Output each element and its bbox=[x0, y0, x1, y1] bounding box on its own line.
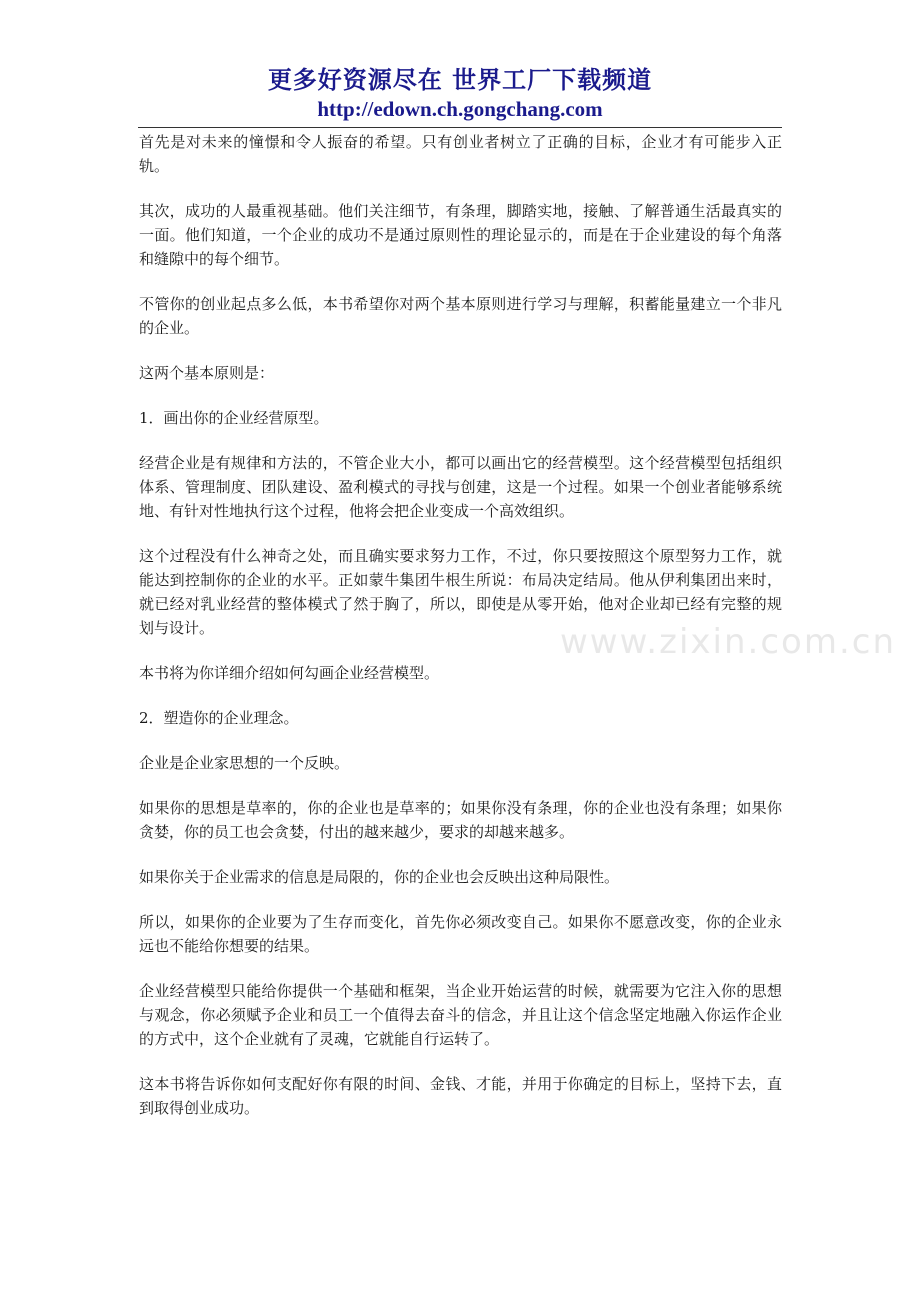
paragraph: 所以，如果你的企业要为了生存而变化，首先你必须改变自己。如果你不愿意改变，你的企业永远也不能给你想要的结果。 bbox=[139, 913, 782, 955]
paragraph: 企业经营模型只能给你提供一个基础和框架，当企业开始运营的时候，就需要为它注入你的思想与观念，你必须赋予企业和员工一个值得去奋斗的信念，并且让这个信念坚定地融入你运作企业的方式中，这个企业就有了灵魂，它就能自行运转了。 bbox=[139, 982, 782, 1048]
paragraph: 企业是企业家思想的一个反映。 bbox=[139, 754, 350, 772]
paragraph: 本书将为你详细介绍如何勾画企业经营模型。 bbox=[139, 664, 440, 682]
header-url-link[interactable]: http://edown.ch.gongchang.com bbox=[317, 97, 603, 121]
paragraph: 如果你关于企业需求的信息是局限的，你的企业也会反映出这种局限性。 bbox=[139, 868, 620, 886]
paragraph: 这个过程没有什么神奇之处，而且确实要求努力工作，不过，你只要按照这个原型努力工作，就能达到控制你的企业的水平。正如蒙牛集团牛根生所说：布局决定结局。他从伊利集团出来时，就已经对乳业经营的整体模式了然于胸了，所以，即使是从零开始，他对企业却已经有完整的规划与设计。 bbox=[139, 547, 782, 637]
paragraph: 经营企业是有规律和方法的，不管企业大小，都可以画出它的经营模型。这个经营模型包括组织体系、管理制度、团队建设、盈利模式的寻找与创建，这是一个过程。如果一个创业者能够系统地、有针对性地执行这个过程，他将会把企业变成一个高效组织。 bbox=[139, 454, 782, 520]
page-header bbox=[138, 64, 782, 122]
section-heading-1: 1．画出你的企业经营原型。 bbox=[139, 409, 329, 427]
paragraph: 如果你的思想是草率的，你的企业也是草率的；如果你没有条理，你的企业也没有条理；如果你贪婪，你的员工也会贪婪，付出的越来越少，要求的却越来越多。 bbox=[139, 799, 782, 841]
paragraph: 不管你的创业起点多么低，本书希望你对两个基本原则进行学习与理解，积蓄能量建立一个非凡的企业。 bbox=[139, 295, 782, 337]
section-heading-2: 2．塑造你的企业理念。 bbox=[139, 709, 299, 727]
paragraph: 这两个基本原则是： bbox=[139, 364, 275, 382]
paragraph: 首先是对未来的憧憬和令人振奋的希望。只有创业者树立了正确的目标，企业才有可能步入正轨。 bbox=[139, 133, 782, 175]
paragraph: 其次，成功的人最重视基础。他们关注细节，有条理，脚踏实地，接触、了解普通生活最真实的一面。他们知道，一个企业的成功不是通过原则性的理论显示的，而是在于企业建设的每个角落和缝隙中的每个细节。 bbox=[139, 202, 782, 268]
paragraph: 这本书将告诉你如何支配好你有限的时间、金钱、才能，并用于你确定的目标上，坚持下去，直到取得创业成功。 bbox=[139, 1075, 782, 1117]
header-title: 更多好资源尽在 世界工厂下载频道 bbox=[267, 66, 653, 94]
document-body bbox=[139, 128, 782, 1141]
watermark: www.zixin.com.cn bbox=[560, 622, 896, 662]
